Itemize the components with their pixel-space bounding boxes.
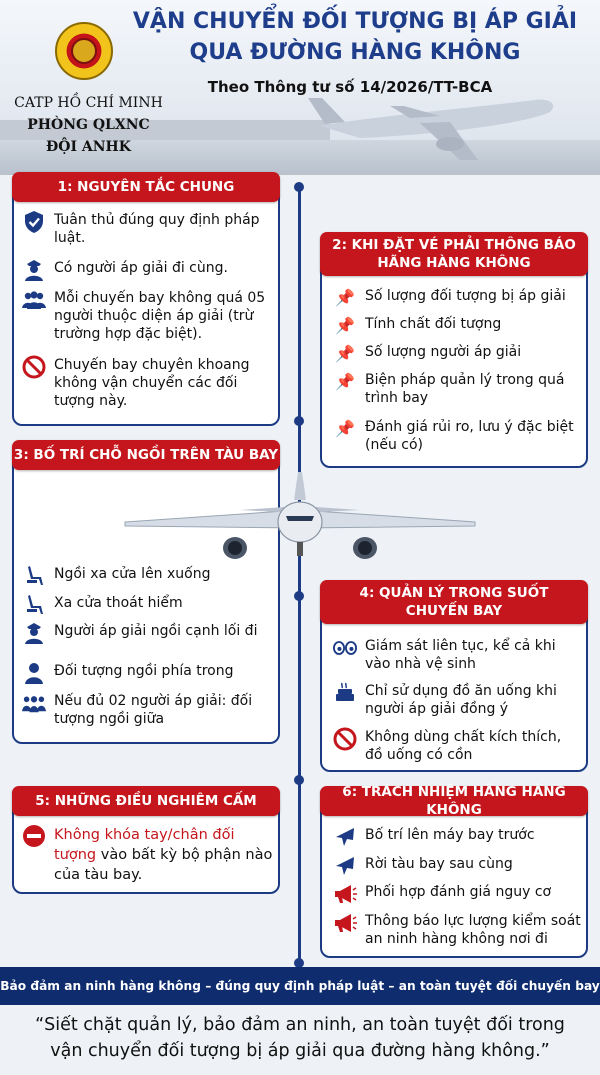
list-item: Có người áp giải đi cùng. [22, 259, 277, 281]
list-item: Mỗi chuyến bay không quá 05 người thuộc diện áp giải (trừ trường hợp đặc biệt). [22, 289, 277, 343]
airplane-icon [333, 855, 357, 877]
agency-line-2: PHÒNG QLXNC [27, 117, 150, 133]
page-subtitle: Theo Thông tư số 14/2026/TT-BCA [207, 78, 493, 96]
section-4-title: 4: QUẢN LÝ TRONG SUỐT CHUYẾN BAY [320, 580, 588, 624]
list-item: Nếu đủ 02 người áp giải: đối tượng ngồi giữa [22, 692, 277, 728]
immigration-emblem [55, 22, 113, 80]
meal-icon [333, 682, 357, 704]
agency-line-3: ĐỘI ANHK [46, 139, 131, 155]
section-6-title: 6: TRÁCH NHIỆM HÃNG HÀNG KHÔNG [320, 786, 588, 816]
seat-icon [22, 594, 46, 616]
timeline-line [298, 185, 301, 965]
list-item: 📌 Biện pháp quản lý trong quá trình bay [333, 371, 583, 407]
pushpin-icon: 📌 [335, 288, 355, 307]
agency-block [6, 92, 171, 158]
pushpin-icon: 📌 [335, 344, 355, 363]
officer-icon [22, 259, 46, 281]
list-item: 📌 Đánh giá rủi ro, lưu ý đặc biệt (nếu có) [333, 418, 583, 454]
officer-icon [22, 622, 46, 644]
list-item: 📌 Số lượng người áp giải [333, 343, 583, 365]
no-entry-icon [22, 825, 46, 847]
prohibition-rest: vào bất kỳ bộ phận nào của tàu bay. [54, 847, 273, 883]
list-item: Người áp giải ngồi cạnh lối đi [22, 622, 282, 644]
timeline-dot [294, 416, 304, 426]
shield-check-icon [22, 211, 46, 233]
list-item: 📌 Tính chất đối tượng [333, 315, 583, 337]
list-item: Đối tượng ngồi phía trong [22, 662, 277, 684]
page-title: VẬN CHUYỂN ĐỐI TƯỢNG BỊ ÁP GIẢI QUA ĐƯỜNG HÀNG KHÔNG [132, 9, 578, 65]
list-item: 📌 Số lượng đối tượng bị áp giải [333, 287, 583, 309]
pushpin-icon: 📌 [335, 316, 355, 335]
airplane-front-icon [120, 470, 480, 570]
agency-line-1: CATP HỒ CHÍ MINH [14, 95, 163, 111]
list-item: Xa cửa thoát hiểm [22, 594, 277, 616]
section-2-title: 2: KHI ĐẶT VÉ PHẢI THÔNG BÁO HÃNG HÀNG KHÔNG [320, 232, 588, 276]
eyes-icon [333, 637, 357, 659]
list-item: Chuyến bay chuyên khoang không vận chuyển các đối tượng này. [22, 356, 277, 410]
prohibited-icon [333, 728, 357, 750]
list-item: Tuân thủ đúng quy định pháp luật. [22, 211, 277, 247]
footer-quote: “Siết chặt quản lý, bảo đảm an ninh, an toàn tuyệt đối trong vận chuyển đối tượng bị áp giải qua đường hàng không.” [35, 1015, 565, 1061]
pushpin-icon: 📌 [335, 372, 355, 391]
timeline-dot [294, 775, 304, 785]
group-icon [22, 289, 46, 311]
escort-group-icon [22, 692, 46, 714]
footer-banner: Bảo đảm an ninh hàng không – đúng quy định pháp luật – an toàn tuyệt đối chuyến bay [0, 967, 600, 1005]
list-item [22, 825, 277, 885]
timeline-dot [294, 182, 304, 192]
list-item: Rời tàu bay sau cùng [333, 855, 583, 877]
megaphone-icon [333, 883, 357, 905]
list-item: Bố trí lên máy bay trước [333, 826, 583, 848]
person-icon [22, 662, 46, 684]
airplane-icon [333, 826, 357, 848]
list-item: Ngồi xa cửa lên xuống [22, 565, 277, 587]
timeline-dot [294, 591, 304, 601]
section-3-title: 3: BỐ TRÍ CHỖ NGỒI TRÊN TÀU BAY [12, 440, 280, 470]
list-item: Phối hợp đánh giá nguy cơ [333, 883, 583, 905]
section-5-title: 5: NHỮNG ĐIỀU NGHIÊM CẤM [12, 786, 280, 816]
list-item: Giám sát liên tục, kể cả khi vào nhà vệ sinh [333, 637, 583, 673]
megaphone-icon [333, 912, 357, 934]
seat-icon [22, 565, 46, 587]
pushpin-icon: 📌 [335, 419, 355, 438]
list-item: Chỉ sử dụng đồ ăn uống khi người áp giải đồng ý [333, 682, 583, 718]
list-item: Không dùng chất kích thích, đồ uống có cồn [333, 728, 583, 764]
prohibited-icon [22, 356, 46, 378]
section-1-title: 1: NGUYÊN TẮC CHUNG [12, 172, 280, 202]
prohibition-highlight: Không khóa tay/chân đối tượng [54, 827, 235, 863]
list-item: Thông báo lực lượng kiểm soát an ninh hàng không nơi đi [333, 912, 583, 948]
